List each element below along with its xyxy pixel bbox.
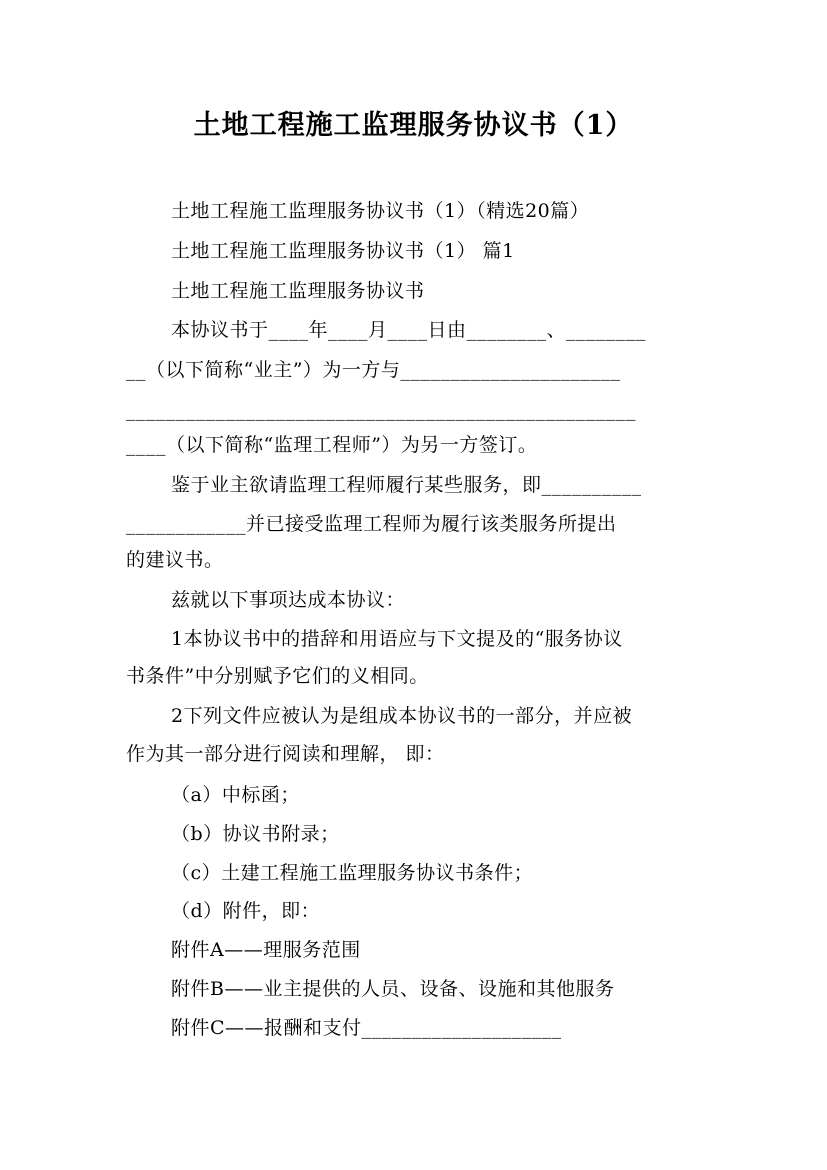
paragraph-line: ___________________________________________________ [126, 399, 636, 421]
paragraph-line: __（以下简称“业主”）为一方与______________________ [126, 359, 621, 381]
paragraph-line: 土地工程施工监理服务协议书（1）（精选20篇） [171, 200, 590, 222]
paragraph-line: 土地工程施工监理服务协议书（1） 篇1 [171, 240, 515, 262]
paragraph-line: ____________并已接受监理工程师为履行该类服务所提出 [126, 513, 617, 535]
list-item: 附件A——理服务范围 [171, 939, 361, 961]
list-item: 附件C——报酬和支付____________________ [171, 1017, 562, 1039]
list-item: （d）附件，即： [171, 900, 321, 922]
paragraph-line: 土地工程施工监理服务协议书 [171, 280, 425, 302]
paragraph-line: 兹就以下事项达成本协议： [171, 589, 406, 611]
paragraph-line: 的建议书。 [126, 549, 224, 571]
paragraph-line: 鉴于业主欲请监理工程师履行某些服务，即__________ [171, 474, 642, 496]
paragraph-line: 1本协议书中的措辞和用语应与下文提及的“服务协议 [171, 628, 623, 650]
document-title: 土地工程施工监理服务协议书（1） [193, 110, 634, 141]
paragraph-line: 本协议书于____年____月____日由________、________ [171, 319, 647, 341]
paragraph-line: 作为其一部分进行阅读和理解， 即： [126, 743, 445, 765]
paragraph-line: 书条件”中分别赋予它们的义相同。 [126, 665, 429, 687]
paragraph-line: 2下列文件应被认为是组成本协议书的一部分，并应被 [171, 705, 633, 727]
list-item: （c）土建工程施工监理服务协议书条件； [171, 862, 534, 884]
list-item: （a）中标函； [171, 784, 300, 806]
list-item: 附件B——业主提供的人员、设备、设施和其他服务 [171, 978, 615, 1000]
paragraph-line: ____（以下简称“监理工程师”）为另一方签订。 [126, 434, 538, 456]
list-item: （b）协议书附录； [171, 823, 340, 845]
